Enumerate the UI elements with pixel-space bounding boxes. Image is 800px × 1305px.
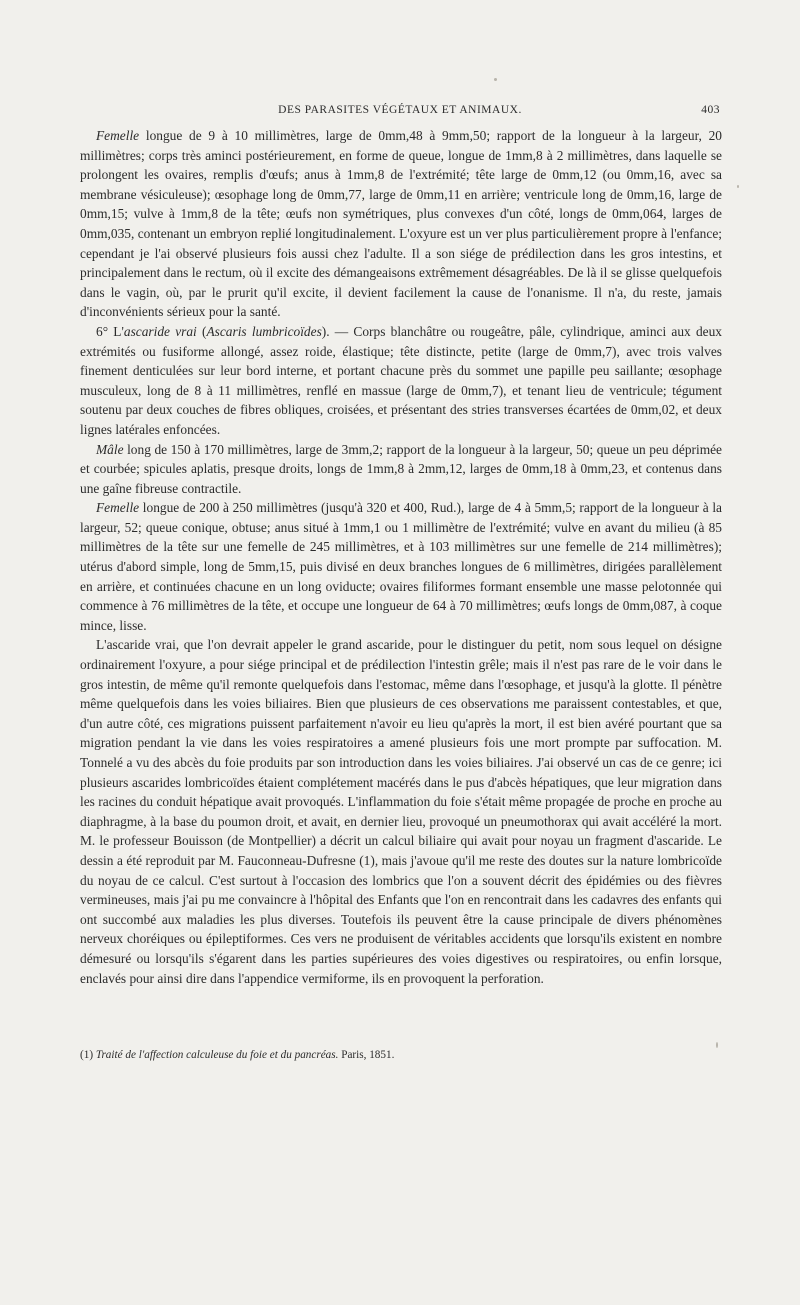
running-title: DES PARASITES VÉGÉTAUX ET ANIMAUX. bbox=[278, 104, 522, 116]
paragraph-ascaride-vrai bbox=[80, 322, 722, 440]
paragraph-ascaride-male bbox=[80, 440, 722, 499]
paragraph-text: long de 150 à 170 millimètres, large de 3mm,2; rapport de la longueur à la largeur, 50; queue un peu déprimée et courbée; spicules aplatis, presque droits, longs de 1mm,8 à 2mm,12, larges de 0mm,18 à 0mm,23, et contenus dans une gaîne fibreuse contractile. bbox=[80, 441, 722, 496]
paper-speck bbox=[494, 78, 497, 81]
paragraph-text: longue de 200 à 250 millimètres (jusqu'à 320 et 400, Rud.), large de 4 à 5mm,5; rapport de la longueur à la largeur, 52; queue conique, obtuse; anus situé à 1mm,1 ou 1 millimètre de l'extrémité; vulve en avant du milieu (à 85 millimètres de la tête sur une femelle de 245 millimètres, et à 103 millimètres sur une femelle de 214 millimètres); utérus d'abord simple, long de 5mm,15, puis divisé en deux branches longues de 6 millimètres, dirigées parallèlement en arrière, et continuées chacune en un long oviducte; ovaires filiformes formant ensemble une masse pelotonnée qui commence à 76 millimètres de la tête, et occupe une longueur de 64 à 70 millimètres; œufs longs de 0mm,087, à coque mince, lisse. bbox=[80, 500, 722, 633]
body-text bbox=[80, 126, 722, 988]
paper-speck bbox=[716, 1042, 718, 1048]
footnote-marker: (1) bbox=[80, 1049, 96, 1061]
footnote-rest: Paris, 1851. bbox=[338, 1049, 395, 1061]
paragraph-prefix: 6° L' bbox=[96, 323, 124, 339]
paragraph-mid: ( bbox=[196, 323, 207, 339]
paragraph-text: ). — Corps blanchâtre ou rougeâtre, pâle, cylindrique, aminci aux deux extrémités ou fusiforme allongé, assez roide, élastique; tête distincte, petite (large de 0mm,7), avec trois valves finement denticulées sur leur bord interne, et portant chacune près du sommet une papille peu saillante; œsophage musculeux, long de 8 à 11 millimètres, renflé en massue (large de 0mm,7), et tenant lieu de ventricule; tégument soutenu par deux couches de fibres obliques, croisées, et présentant des stries transverses écartées de 0mm,02, et deux lignes latérales enfoncées. bbox=[80, 323, 722, 437]
paragraph-lead: Femelle bbox=[96, 500, 140, 516]
paragraph-ascaride-female bbox=[80, 498, 722, 635]
paper-speck bbox=[737, 185, 739, 188]
paragraph-lead: Mâle bbox=[96, 441, 124, 457]
footnote-title: Traité de l'affection calculeuse du foie et du pancréas. bbox=[95, 1049, 339, 1061]
paragraph-lead-latin: Ascaris lumbricoïdes bbox=[206, 323, 322, 339]
paragraph-ascaride-discussion bbox=[80, 635, 722, 988]
paragraph-text: longue de 9 à 10 millimètres, large de 0mm,48 à 9mm,50; rapport de la longueur à la largeur, 20 millimètres; corps très aminci postérieurement, en forme de queue, longue de 1mm,8 à 2 millimètres, dans laquelle se prolongent les ovaires, remplis d'œufs; anus à 1mm,8 de l'extrémité; tête large de 0mm,12 (ou 0mm,16, avec sa membrane vésiculeuse); œsophage long de 0mm,77, large de 0mm,11 en arrière; ventricule long de 0mm,16, large de 0mm,15; vulve à 1mm,8 de la tête; œufs non symétriques, plus convexes d'un côté, longs de 0mm,064, larges de 0mm,035, contenant un embryon replié longitudinalement. L'oxyure est un ver plus particulièrement propre à l'enfance; cependant je l'ai observé plusieurs fois aussi chez l'adulte. Il a son siége de prédilection dans les gros intestins, et principalement dans le rectum, où il excite des démangeaisons extrêmement désagréables. De là il se glisse quelquefois dans le vagin, où, par le prurit qu'il excite, il devient facilement la cause de l'onanisme. Il n'a, du reste, jamais d'inconvénients sérieux pour la santé. bbox=[80, 128, 722, 320]
running-head bbox=[80, 104, 720, 120]
paragraph-lead: Femelle bbox=[96, 128, 140, 143]
footnote bbox=[80, 1048, 720, 1063]
paragraph-lead: ascaride vrai bbox=[123, 323, 197, 339]
paragraph-text: L'ascaride vrai, que l'on devrait appeler le grand ascaride, pour le distinguer du petit, nom sous lequel on désigne ordinairement l'oxyure, a pour siége principal et de prédilection l'intestin grêle; mais il n'est pas rare de le voir dans le gros intestin, de même qu'il remonte quelquefois dans l'estomac, même dans l'œsophage, et jusqu'à la glotte. Il pénètre même quelquefois dans les voies biliaires. Bien que plusieurs de ces observations me paraissent contestables, et que, d'un autre côté, ces migrations puissent parfaitement n'avoir eu lieu qu'après la mort, il est bien avéré pourtant que sa migration pendant la vie dans les voies respiratoires a amené plusieurs fois une mort prompte par suffocation. M. Tonnelé a vu des abcès du foie produits par son introduction dans les voies biliaires. J'ai observé un cas de ce genre; ici plusieurs ascarides lombricoïdes étaient complétement macérés dans le pus d'abcès hépatiques, que leur migration dans les racines du conduit hépatique avait provoqués. L'inflammation du foie s'était même propagée de proche en proche au diaphragme, à la base du poumon droit, et avait, en dernier lieu, provoqué un pneumothorax qui avait accéléré la mort. M. le professeur Bouisson (de Montpellier) a décrit un calcul biliaire qui avait pour noyau un fragment d'ascaride. Le dessin a été reproduit par M. Fauconneau-Dufresne (1), mais j'avoue qu'il me reste des doutes sur la nature lombricoïde du noyau de ce calcul. C'est surtout à l'occasion des lombrics que l'on a souvent décrit des épidémies ou des fièvres vermineuses, mais j'ai pu me convaincre à l'hôpital des Enfants que l'on en rencontrait dans les cadavres des enfants qui ont succombé aux maladies les plus diverses. Toutefois ils peuvent être la cause principale de divers phénomènes nerveux choréiques ou épileptiformes. Ces vers ne produisent de véritables accidents que lorsqu'ils existent en nombre démesuré ou lorsqu'ils s'égarent dans les parties supérieures des voies digestives ou respiratoires, ou enfin lorsque, enclavés pour ainsi dire dans l'appendice vermiforme, ils en provoquent la perforation. bbox=[80, 637, 722, 986]
page-number: 403 bbox=[701, 104, 720, 116]
paragraph-oxyure-female bbox=[80, 126, 722, 322]
